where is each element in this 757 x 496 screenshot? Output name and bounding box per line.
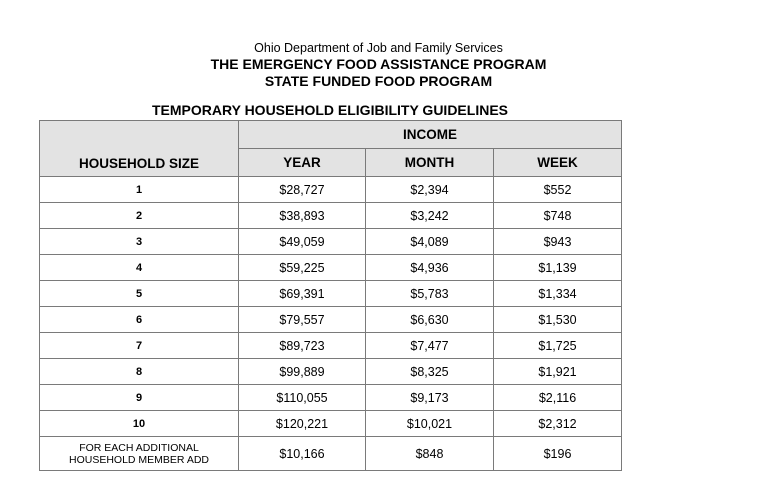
table-row <box>40 177 622 203</box>
column-header-year: YEAR <box>239 149 366 177</box>
week-income-cell: $1,921 <box>494 359 622 385</box>
household-size-cell: 6 <box>40 307 239 333</box>
column-header-month: MONTH <box>366 149 494 177</box>
additional-year-cell: $10,166 <box>239 437 366 471</box>
additional-member-label-line1: FOR EACH ADDITIONAL <box>79 441 199 454</box>
additional-week-cell: $196 <box>494 437 622 471</box>
year-income-cell: $69,391 <box>239 281 366 307</box>
household-size-cell: 7 <box>40 333 239 359</box>
table-row <box>40 255 622 281</box>
program-title: THE EMERGENCY FOOD ASSISTANCE PROGRAM <box>210 56 547 72</box>
year-income-cell: $110,055 <box>239 385 366 411</box>
eligibility-table <box>39 120 622 471</box>
additional-month-cell: $848 <box>366 437 494 471</box>
program-subtitle: STATE FUNDED FOOD PROGRAM <box>264 73 493 89</box>
week-income-cell: $1,530 <box>494 307 622 333</box>
year-income-cell: $59,225 <box>239 255 366 281</box>
week-income-cell: $2,116 <box>494 385 622 411</box>
week-income-cell: $748 <box>494 203 622 229</box>
week-income-cell: $1,725 <box>494 333 622 359</box>
month-income-cell: $9,173 <box>366 385 494 411</box>
year-income-cell: $89,723 <box>239 333 366 359</box>
additional-member-label <box>40 437 239 471</box>
month-income-cell: $3,242 <box>366 203 494 229</box>
household-size-cell: 5 <box>40 281 239 307</box>
household-size-cell: 2 <box>40 203 239 229</box>
additional-member-row <box>40 437 622 471</box>
year-income-cell: $38,893 <box>239 203 366 229</box>
month-income-cell: $5,783 <box>366 281 494 307</box>
month-income-cell: $6,630 <box>366 307 494 333</box>
household-size-cell: 3 <box>40 229 239 255</box>
month-income-cell: $4,089 <box>366 229 494 255</box>
year-income-cell: $28,727 <box>239 177 366 203</box>
year-income-cell: $79,557 <box>239 307 366 333</box>
table-row <box>40 411 622 437</box>
table-row <box>40 333 622 359</box>
month-income-cell: $2,394 <box>366 177 494 203</box>
month-income-cell: $7,477 <box>366 333 494 359</box>
table-title: TEMPORARY HOUSEHOLD ELIGIBILITY GUIDELINES <box>152 102 508 118</box>
week-income-cell: $552 <box>494 177 622 203</box>
household-size-cell: 10 <box>40 411 239 437</box>
year-income-cell: $49,059 <box>239 229 366 255</box>
household-size-cell: 1 <box>40 177 239 203</box>
month-income-cell: $10,021 <box>366 411 494 437</box>
month-income-cell: $8,325 <box>366 359 494 385</box>
department-name: Ohio Department of Job and Family Services <box>254 41 503 55</box>
year-income-cell: $99,889 <box>239 359 366 385</box>
table-row <box>40 229 622 255</box>
week-income-cell: $1,334 <box>494 281 622 307</box>
table-header-row-income <box>40 121 622 149</box>
week-income-cell: $2,312 <box>494 411 622 437</box>
income-header: INCOME <box>239 121 622 149</box>
household-size-cell: 8 <box>40 359 239 385</box>
week-income-cell: $943 <box>494 229 622 255</box>
table-row <box>40 385 622 411</box>
week-income-cell: $1,139 <box>494 255 622 281</box>
additional-member-label-line2: HOUSEHOLD MEMBER ADD <box>68 453 210 466</box>
column-header-week: WEEK <box>494 149 622 177</box>
year-income-cell: $120,221 <box>239 411 366 437</box>
table-row <box>40 307 622 333</box>
household-size-cell: 9 <box>40 385 239 411</box>
table-row <box>40 359 622 385</box>
household-size-cell: 4 <box>40 255 239 281</box>
month-income-cell: $4,936 <box>366 255 494 281</box>
household-size-header: HOUSEHOLD SIZE <box>40 121 239 177</box>
table-row <box>40 281 622 307</box>
table-row <box>40 203 622 229</box>
